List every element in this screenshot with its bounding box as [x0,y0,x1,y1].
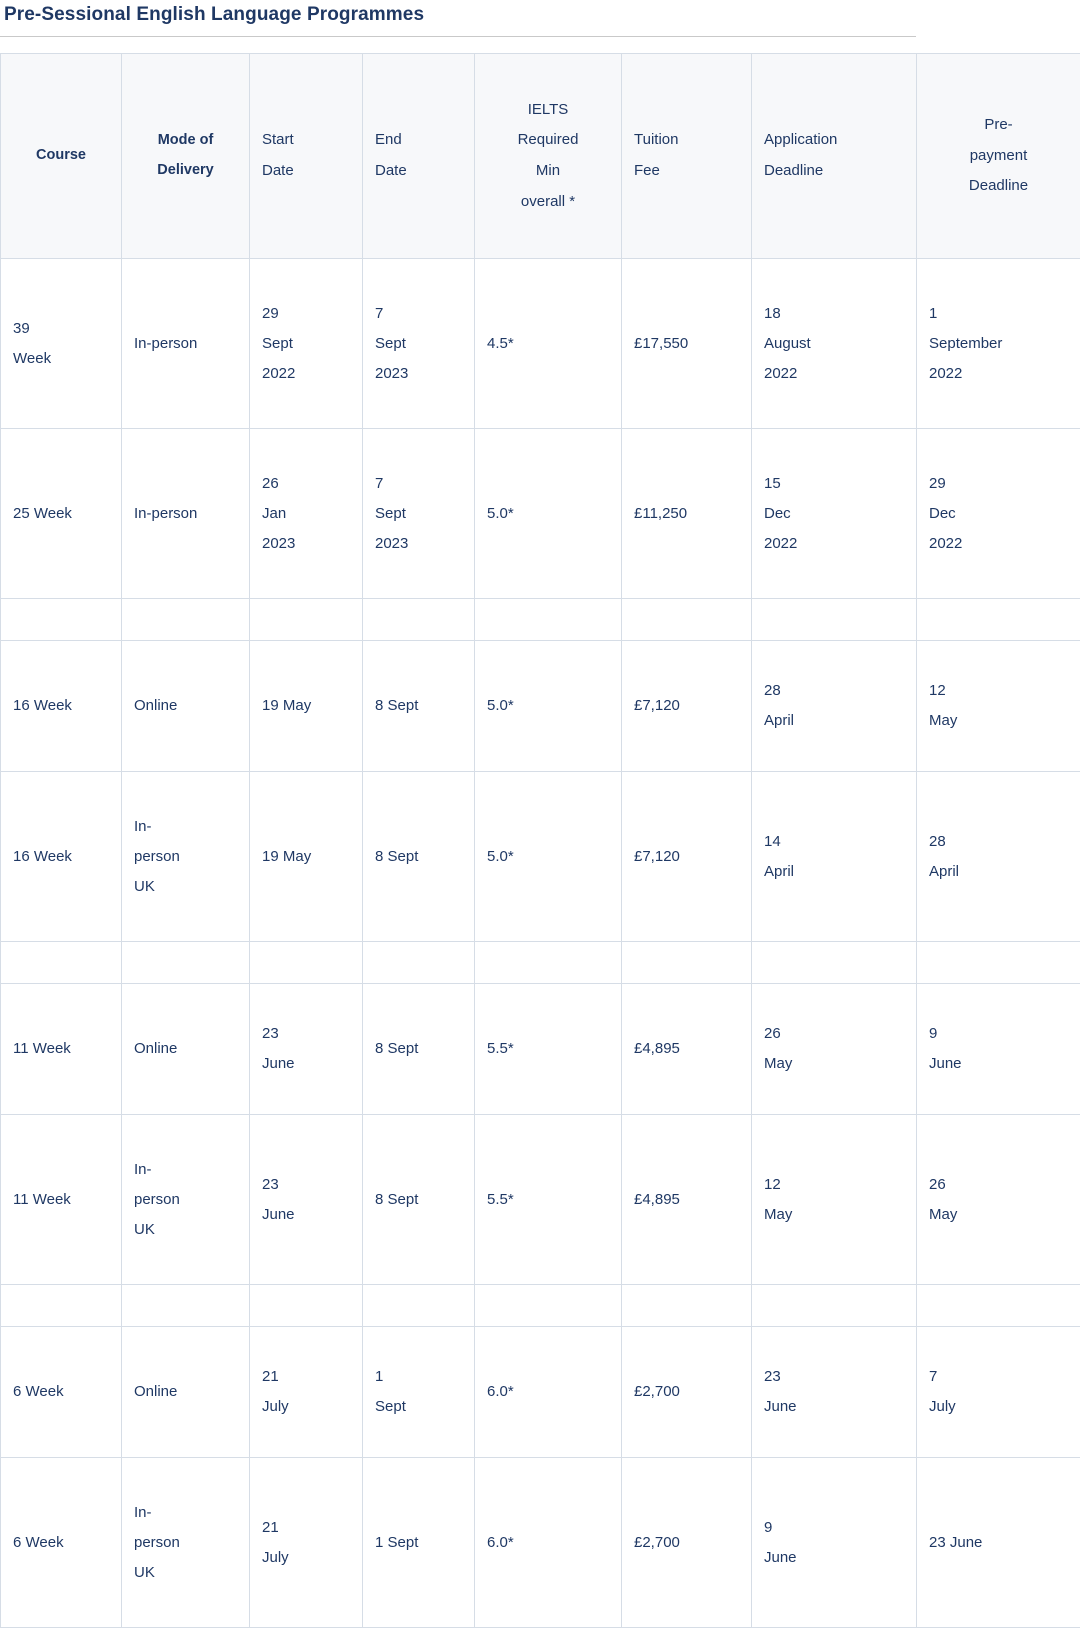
cell-course-line: 11 Week [13,1034,109,1064]
cell-start-date [250,641,363,772]
cell-end-date-line: Sept [375,329,462,359]
cell-mode-value [134,1377,237,1407]
cell-tuition-fee-value [634,329,739,359]
table-row [1,259,1080,429]
cell-end-date [363,259,475,429]
table-row [1,641,1080,772]
cell-tuition-fee-value [634,691,739,721]
column-header-start-date [250,54,363,259]
cell-application-deadline [752,1115,917,1285]
cell-prepayment-deadline-line: 26 [929,1170,1068,1200]
cell-tuition-fee [622,1458,752,1628]
cell-mode-value [134,1498,237,1588]
cell-start-date-value [262,299,350,389]
cell-mode-line: Online [134,691,237,721]
cell-start-date-value [262,842,350,872]
cell-end-date [363,429,475,599]
cell-prepayment-deadline-value [929,676,1068,736]
cell-prepayment-deadline-line: April [929,857,1068,887]
column-header-ielts [475,54,622,259]
cell-mode-line: In-person [134,329,237,359]
cell-application-deadline [752,641,917,772]
cell-prepayment-deadline-value [929,1170,1068,1230]
cell-start-date-line: 21 [262,1513,350,1543]
cell-prepayment-deadline-line: 9 [929,1019,1068,1049]
table-row [1,1115,1080,1285]
spacer-cell [1,599,122,641]
cell-mode-value [134,499,237,529]
cell-course-value [13,1377,109,1407]
spacer-cell [475,599,622,641]
spacer-cell [363,942,475,984]
spacer-cell [752,942,917,984]
cell-course-line: 6 Week [13,1377,109,1407]
cell-mode-line: UK [134,1558,237,1588]
column-header-mode-label: Mode of Delivery [134,126,237,185]
cell-end-date-line: 7 [375,469,462,499]
cell-course-value [13,314,109,374]
table-row [1,1458,1080,1628]
cell-ielts [475,641,622,772]
cell-mode-line: In-person [134,499,237,529]
cell-end-date-line: 8 Sept [375,1185,462,1215]
cell-ielts [475,1115,622,1285]
column-header-start-date-label: Start Date [262,125,350,187]
cell-course-line: 6 Week [13,1528,109,1558]
cell-end-date-line: 7 [375,299,462,329]
cell-tuition-fee [622,772,752,942]
table-spacer-row [1,942,1080,984]
cell-tuition-fee-line: £11,250 [634,499,739,529]
cell-application-deadline-line: May [764,1200,904,1230]
cell-application-deadline-line: 14 [764,827,904,857]
cell-course-value [13,499,109,529]
cell-ielts-value [487,691,609,721]
cell-end-date-line: Sept [375,499,462,529]
cell-start-date-line: 23 [262,1019,350,1049]
cell-prepayment-deadline-line: June [929,1049,1068,1079]
cell-end-date [363,772,475,942]
cell-prepayment-deadline [917,772,1080,942]
cell-prepayment-deadline-line: 7 [929,1362,1068,1392]
cell-start-date [250,429,363,599]
column-header-prepayment-deadline [917,54,1080,259]
cell-start-date-line: 2023 [262,529,350,559]
cell-end-date [363,641,475,772]
cell-end-date [363,984,475,1115]
cell-mode-line: In- [134,812,237,842]
cell-end-date-line: 8 Sept [375,1034,462,1064]
cell-start-date-line: 2022 [262,359,350,389]
cell-course-line: 39 [13,314,109,344]
cell-start-date-line: July [262,1392,350,1422]
cell-tuition-fee [622,984,752,1115]
cell-ielts-line: 6.0* [487,1377,609,1407]
cell-prepayment-deadline-line: May [929,706,1068,736]
table-header [1,54,1080,259]
cell-course-line: 16 Week [13,842,109,872]
cell-ielts [475,1458,622,1628]
cell-prepayment-deadline-line: 2022 [929,359,1068,389]
spacer-cell [122,942,250,984]
cell-end-date-value [375,469,462,559]
cell-ielts-value [487,1034,609,1064]
cell-mode [122,984,250,1115]
cell-prepayment-deadline-value [929,1019,1068,1079]
cell-application-deadline [752,429,917,599]
cell-start-date-line: Jan [262,499,350,529]
cell-mode-line: In- [134,1498,237,1528]
cell-application-deadline-value [764,827,904,887]
cell-application-deadline-value [764,1170,904,1230]
cell-tuition-fee-value [634,499,739,529]
cell-course-line: Week [13,344,109,374]
table-body [1,259,1080,1628]
spacer-cell [622,599,752,641]
cell-ielts-line: 5.5* [487,1034,609,1064]
column-header-ielts-label: IELTS Required Min overall * [487,95,609,218]
cell-mode-value [134,329,237,359]
cell-application-deadline-value [764,1362,904,1422]
cell-start-date-line: 29 [262,299,350,329]
cell-prepayment-deadline [917,1115,1080,1285]
cell-tuition-fee-value [634,1377,739,1407]
column-header-end-date [363,54,475,259]
cell-mode [122,429,250,599]
cell-mode-value [134,1155,237,1245]
cell-ielts-value [487,499,609,529]
cell-start-date [250,1458,363,1628]
cell-prepayment-deadline-line: 1 [929,299,1068,329]
spacer-cell [475,1285,622,1327]
cell-end-date-value [375,842,462,872]
cell-application-deadline-value [764,676,904,736]
cell-end-date-line: 1 [375,1362,462,1392]
spacer-cell [917,599,1080,641]
table-spacer-row [1,1285,1080,1327]
cell-application-deadline [752,259,917,429]
cell-tuition-fee-line: £7,120 [634,842,739,872]
cell-tuition-fee-value [634,1185,739,1215]
spacer-cell [363,1285,475,1327]
cell-ielts-line: 5.0* [487,499,609,529]
cell-application-deadline-value [764,1513,904,1573]
cell-course-value [13,842,109,872]
cell-start-date [250,1327,363,1458]
cell-start-date-value [262,1019,350,1079]
cell-ielts-value [487,1377,609,1407]
spacer-cell [1,1285,122,1327]
cell-ielts-line: 5.5* [487,1185,609,1215]
cell-course-value [13,691,109,721]
cell-mode [122,259,250,429]
cell-start-date-value [262,1362,350,1422]
cell-ielts-value [487,1528,609,1558]
cell-course [1,429,122,599]
cell-mode-line: person [134,1528,237,1558]
cell-end-date [363,1115,475,1285]
spacer-cell [917,942,1080,984]
cell-mode [122,641,250,772]
cell-course [1,259,122,429]
cell-application-deadline-line: 18 [764,299,904,329]
cell-application-deadline-value [764,299,904,389]
cell-tuition-fee-line: £17,550 [634,329,739,359]
cell-start-date-value [262,691,350,721]
cell-prepayment-deadline-value [929,299,1068,389]
cell-end-date-value [375,1362,462,1422]
page-title: Pre-Sessional English Language Programmes [0,0,1080,36]
cell-application-deadline-value [764,469,904,559]
cell-mode-line: UK [134,872,237,902]
table-header-row [1,54,1080,259]
spacer-cell [250,1285,363,1327]
cell-application-deadline [752,984,917,1115]
cell-tuition-fee-value [634,842,739,872]
cell-end-date-line: 2023 [375,529,462,559]
cell-ielts-line: 4.5* [487,329,609,359]
cell-prepayment-deadline [917,1327,1080,1458]
cell-mode-line: Online [134,1377,237,1407]
cell-application-deadline-line: May [764,1049,904,1079]
cell-start-date-line: Sept [262,329,350,359]
column-header-prepayment-deadline-label: Pre- payment Deadline [929,110,1068,202]
cell-prepayment-deadline-value [929,1362,1068,1422]
cell-end-date-line: 1 Sept [375,1528,462,1558]
cell-start-date-line: 19 May [262,842,350,872]
cell-tuition-fee-line: £4,895 [634,1185,739,1215]
cell-application-deadline-line: August [764,329,904,359]
cell-start-date-line: 21 [262,1362,350,1392]
cell-application-deadline-line: April [764,857,904,887]
cell-mode-value [134,1034,237,1064]
cell-start-date [250,984,363,1115]
cell-tuition-fee [622,429,752,599]
cell-application-deadline [752,772,917,942]
cell-prepayment-deadline-line: May [929,1200,1068,1230]
cell-mode-line: In- [134,1155,237,1185]
cell-start-date [250,772,363,942]
cell-start-date-value [262,1513,350,1573]
cell-ielts [475,984,622,1115]
cell-mode-line: Online [134,1034,237,1064]
cell-prepayment-deadline-value [929,469,1068,559]
cell-end-date-value [375,1528,462,1558]
cell-mode-line: person [134,842,237,872]
cell-application-deadline-line: 26 [764,1019,904,1049]
cell-prepayment-deadline [917,641,1080,772]
table-row [1,1327,1080,1458]
cell-application-deadline [752,1458,917,1628]
cell-course-value [13,1034,109,1064]
cell-application-deadline-line: 9 [764,1513,904,1543]
cell-mode [122,1327,250,1458]
cell-start-date-line: June [262,1049,350,1079]
cell-prepayment-deadline-value [929,1528,1068,1558]
cell-tuition-fee [622,641,752,772]
cell-end-date-value [375,1185,462,1215]
cell-application-deadline-value [764,1019,904,1079]
cell-mode-line: UK [134,1215,237,1245]
spacer-cell [1,942,122,984]
cell-mode [122,1115,250,1285]
cell-tuition-fee [622,259,752,429]
column-header-course-label: Course [13,141,109,171]
cell-application-deadline-line: 15 [764,469,904,499]
cell-end-date-value [375,299,462,389]
cell-mode-value [134,691,237,721]
cell-ielts-value [487,842,609,872]
cell-prepayment-deadline-line: 28 [929,827,1068,857]
cell-prepayment-deadline-line: 12 [929,676,1068,706]
table-spacer-row [1,599,1080,641]
cell-prepayment-deadline-line: 2022 [929,529,1068,559]
cell-prepayment-deadline-line: 23 June [929,1528,1068,1558]
cell-course-line: 16 Week [13,691,109,721]
table-row [1,429,1080,599]
spacer-cell [622,942,752,984]
cell-course [1,641,122,772]
cell-end-date-line: 8 Sept [375,842,462,872]
spacer-cell [752,599,917,641]
cell-tuition-fee-line: £4,895 [634,1034,739,1064]
cell-end-date-line: 2023 [375,359,462,389]
cell-end-date-line: 8 Sept [375,691,462,721]
cell-prepayment-deadline-line: September [929,329,1068,359]
cell-tuition-fee-value [634,1528,739,1558]
cell-start-date-line: 23 [262,1170,350,1200]
cell-application-deadline-line: 23 [764,1362,904,1392]
cell-application-deadline-line: June [764,1392,904,1422]
cell-prepayment-deadline [917,984,1080,1115]
cell-application-deadline-line: April [764,706,904,736]
spacer-cell [250,942,363,984]
cell-end-date [363,1327,475,1458]
cell-course-line: 11 Week [13,1185,109,1215]
cell-tuition-fee-value [634,1034,739,1064]
cell-start-date-line: 26 [262,469,350,499]
cell-prepayment-deadline [917,429,1080,599]
column-header-mode [122,54,250,259]
column-header-end-date-label: End Date [375,125,462,187]
cell-start-date [250,1115,363,1285]
cell-ielts-value [487,329,609,359]
cell-course-value [13,1185,109,1215]
spacer-cell [475,942,622,984]
cell-prepayment-deadline-value [929,827,1068,887]
cell-tuition-fee-line: £7,120 [634,691,739,721]
cell-start-date-line: July [262,1543,350,1573]
cell-prepayment-deadline [917,1458,1080,1628]
cell-ielts-line: 6.0* [487,1528,609,1558]
cell-prepayment-deadline-line: Dec [929,499,1068,529]
cell-application-deadline-line: Dec [764,499,904,529]
table-row [1,984,1080,1115]
column-header-application-deadline [752,54,917,259]
cell-start-date-line: 19 May [262,691,350,721]
cell-prepayment-deadline [917,259,1080,429]
cell-mode [122,1458,250,1628]
column-header-tuition-fee-label: Tuition Fee [634,125,739,187]
table-row [1,772,1080,942]
cell-start-date [250,259,363,429]
cell-course [1,1115,122,1285]
spacer-cell [622,1285,752,1327]
cell-application-deadline-line: 28 [764,676,904,706]
cell-ielts [475,429,622,599]
spacer-cell [122,599,250,641]
cell-course [1,984,122,1115]
cell-start-date-value [262,469,350,559]
cell-course-line: 25 Week [13,499,109,529]
cell-course [1,1327,122,1458]
cell-tuition-fee [622,1327,752,1458]
spacer-cell [122,1285,250,1327]
cell-start-date-line: June [262,1200,350,1230]
cell-start-date-value [262,1170,350,1230]
cell-mode-value [134,812,237,902]
cell-ielts [475,259,622,429]
cell-tuition-fee-line: £2,700 [634,1377,739,1407]
cell-application-deadline-line: June [764,1543,904,1573]
cell-end-date-value [375,1034,462,1064]
cell-application-deadline [752,1327,917,1458]
column-header-application-deadline-label: Application Deadline [764,125,904,187]
cell-course-value [13,1528,109,1558]
cell-application-deadline-line: 12 [764,1170,904,1200]
cell-mode-line: person [134,1185,237,1215]
cell-end-date [363,1458,475,1628]
cell-end-date-line: Sept [375,1392,462,1422]
spacer-cell [752,1285,917,1327]
cell-ielts-line: 5.0* [487,842,609,872]
cell-end-date-value [375,691,462,721]
cell-tuition-fee-line: £2,700 [634,1528,739,1558]
cell-application-deadline-line: 2022 [764,359,904,389]
cell-mode [122,772,250,942]
cell-tuition-fee [622,1115,752,1285]
spacer-cell [363,599,475,641]
cell-ielts [475,1327,622,1458]
cell-ielts [475,772,622,942]
spacer-cell [250,599,363,641]
cell-ielts-value [487,1185,609,1215]
cell-prepayment-deadline-line: 29 [929,469,1068,499]
title-divider [0,36,916,37]
column-header-course [1,54,122,259]
column-header-tuition-fee [622,54,752,259]
spacer-cell [917,1285,1080,1327]
cell-ielts-line: 5.0* [487,691,609,721]
course-schedule-table [0,53,1080,1628]
cell-course [1,772,122,942]
cell-course [1,1458,122,1628]
cell-application-deadline-line: 2022 [764,529,904,559]
cell-prepayment-deadline-line: July [929,1392,1068,1422]
